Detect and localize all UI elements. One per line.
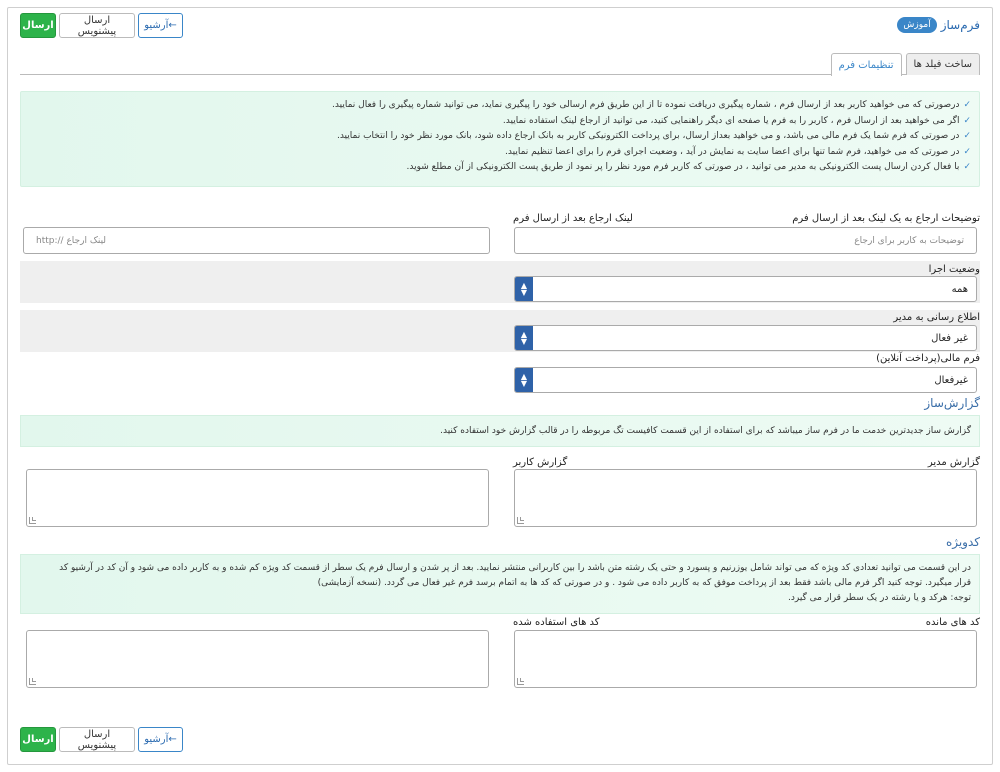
report-section-title: گزارش‌ساز [924, 396, 980, 410]
info-item: ✓اگر می خواهید بعد از ارسال فرم ، کاربر را به فرم یا صفحه ای دیگر راهنمایی کنید، می توانید از ارجاع لینک استفاده نمایید. [502, 115, 971, 126]
used-codes-label: کد های استفاده شده [513, 617, 600, 628]
archive-button[interactable]: آرشیو← [138, 13, 183, 38]
resize-grip-icon[interactable] [517, 678, 524, 685]
check-icon: ✓ [963, 146, 971, 157]
used-codes-textarea[interactable] [26, 630, 489, 688]
resize-grip-icon[interactable] [29, 678, 36, 685]
info-item: ✓در صورتی که می خواهید، فرم شما تنها برای اعضا سایت به نمایش در آید ، وضعیت اجرای فرم را برای اعضا تنظیم نمایید. [505, 146, 971, 157]
send-button[interactable]: ارسال [20, 727, 56, 752]
remaining-codes-textarea[interactable] [514, 630, 977, 688]
redirect-desc-label: توضیحات ارجاع به یک لینک بعد از ارسال فرم [792, 213, 980, 224]
notify-admin-select[interactable]: غیر فعال ▲ ▼ [514, 325, 977, 351]
redirect-link-input[interactable]: http:// لینک ارجاع [23, 227, 490, 254]
archive-button[interactable]: آرشیو← [138, 727, 183, 752]
tutorial-badge[interactable]: آموزش [897, 17, 936, 33]
admin-report-textarea[interactable] [514, 469, 977, 527]
admin-report-label: گزارش مدیر [927, 457, 980, 468]
user-report-textarea[interactable] [26, 469, 489, 527]
report-note: گزارش ساز جدیدترین خدمت ما در فرم ساز میباشد که برای استفاده از این قسمت کافیست تگ مربوطه را در قالب گزارش خود استفاده کنید. [20, 415, 980, 447]
send-draft-button[interactable]: ارسال پیشنویس [59, 727, 135, 752]
top-toolbar [20, 13, 183, 38]
remaining-codes-label: کد های مانده [925, 617, 980, 628]
check-icon: ✓ [963, 100, 971, 110]
info-item: ✓در صورتی که فرم شما یک فرم مالی می باشد، و می خواهید بعداز ارسال، برای پرداخت الکترونیکی کاربر به بانک ارجاع داده شود، بانک مورد نظر خود را انتخاب نمایید. [336, 131, 971, 142]
bottom-toolbar [20, 727, 183, 752]
user-report-label: گزارش کاربر [513, 457, 568, 468]
settings-tabs [20, 53, 980, 75]
app-title: فرم‌ساز [940, 18, 980, 32]
run-status-select[interactable]: همه ▲ ▼ [514, 276, 977, 302]
info-box [20, 91, 980, 187]
send-button[interactable]: ارسال [20, 13, 56, 38]
run-status-label: وضعیت اجرا [928, 264, 980, 275]
redirect-link-label: لینک ارجاع بعد از ارسال فرم [513, 213, 633, 224]
codes-section-title: کدویژه [945, 535, 980, 549]
financial-form-select[interactable]: غیرفعال ▲ ▼ [514, 367, 977, 393]
financial-form-label: فرم مالی(پرداخت آنلاین) [876, 353, 980, 364]
select-arrows-icon: ▲ ▼ [515, 326, 533, 350]
page-title [897, 17, 980, 33]
form-settings-panel [7, 7, 993, 765]
tab-form-settings[interactable]: تنظیمات فرم [831, 53, 902, 76]
codes-note: در این قسمت می توانید تعدادی کد ویژه که می تواند شامل یوزرنیم و پسورد و حتی یک رشته متن باشد را بین کاربرانی منتشر نمایید. بعد از پر شدن و ارسال فرم یک سطر از قسمت کد ویژه کم شده و به کاربر داده می شود و آن کد در آرشیو کد قرار میگیرد. توجه کنید اگر فرم مالی باشد فقط بعد از پرداخت موفق که به کاربر داده می شود . و در صورتی که کد ها به اتمام برسد فرم غیر فعال می گردد. (نسخه آزمایشی) توجه: هرکد و یا رشته در یک سطر قرار می گیرد. [20, 554, 980, 614]
check-icon: ✓ [963, 115, 971, 126]
notify-admin-label: اطلاع رسانی به مدیر [893, 312, 980, 323]
select-arrows-icon: ▲ ▼ [515, 368, 533, 392]
check-icon: ✓ [963, 131, 971, 142]
redirect-desc-input[interactable]: توضیحات به کاربر برای ارجاع [514, 227, 977, 254]
check-icon: ✓ [963, 162, 971, 173]
resize-grip-icon[interactable] [29, 517, 36, 524]
info-item: ✓با فعال کردن ارسال پست الکترونیکی به مدیر می توانید ، در صورتی که کاربر فرم مورد نظر را پر نمود از طریق پست الکترونیکی از آن مطلع شوید. [406, 162, 971, 173]
info-item: ✓درصورتی که می خواهید کاربر بعد از ارسال فرم ، شماره پیگیری دریافت نموده تا از این طریق فرم ارسالی خود را پیگیری نماید، می توانید شماره پیگیری را فعال نمایید. [332, 100, 971, 110]
resize-grip-icon[interactable] [517, 517, 524, 524]
tab-build-fields[interactable]: ساخت فیلد ها [906, 53, 980, 75]
select-arrows-icon: ▲ ▼ [515, 277, 533, 301]
send-draft-button[interactable]: ارسال پیشنویس [59, 13, 135, 38]
